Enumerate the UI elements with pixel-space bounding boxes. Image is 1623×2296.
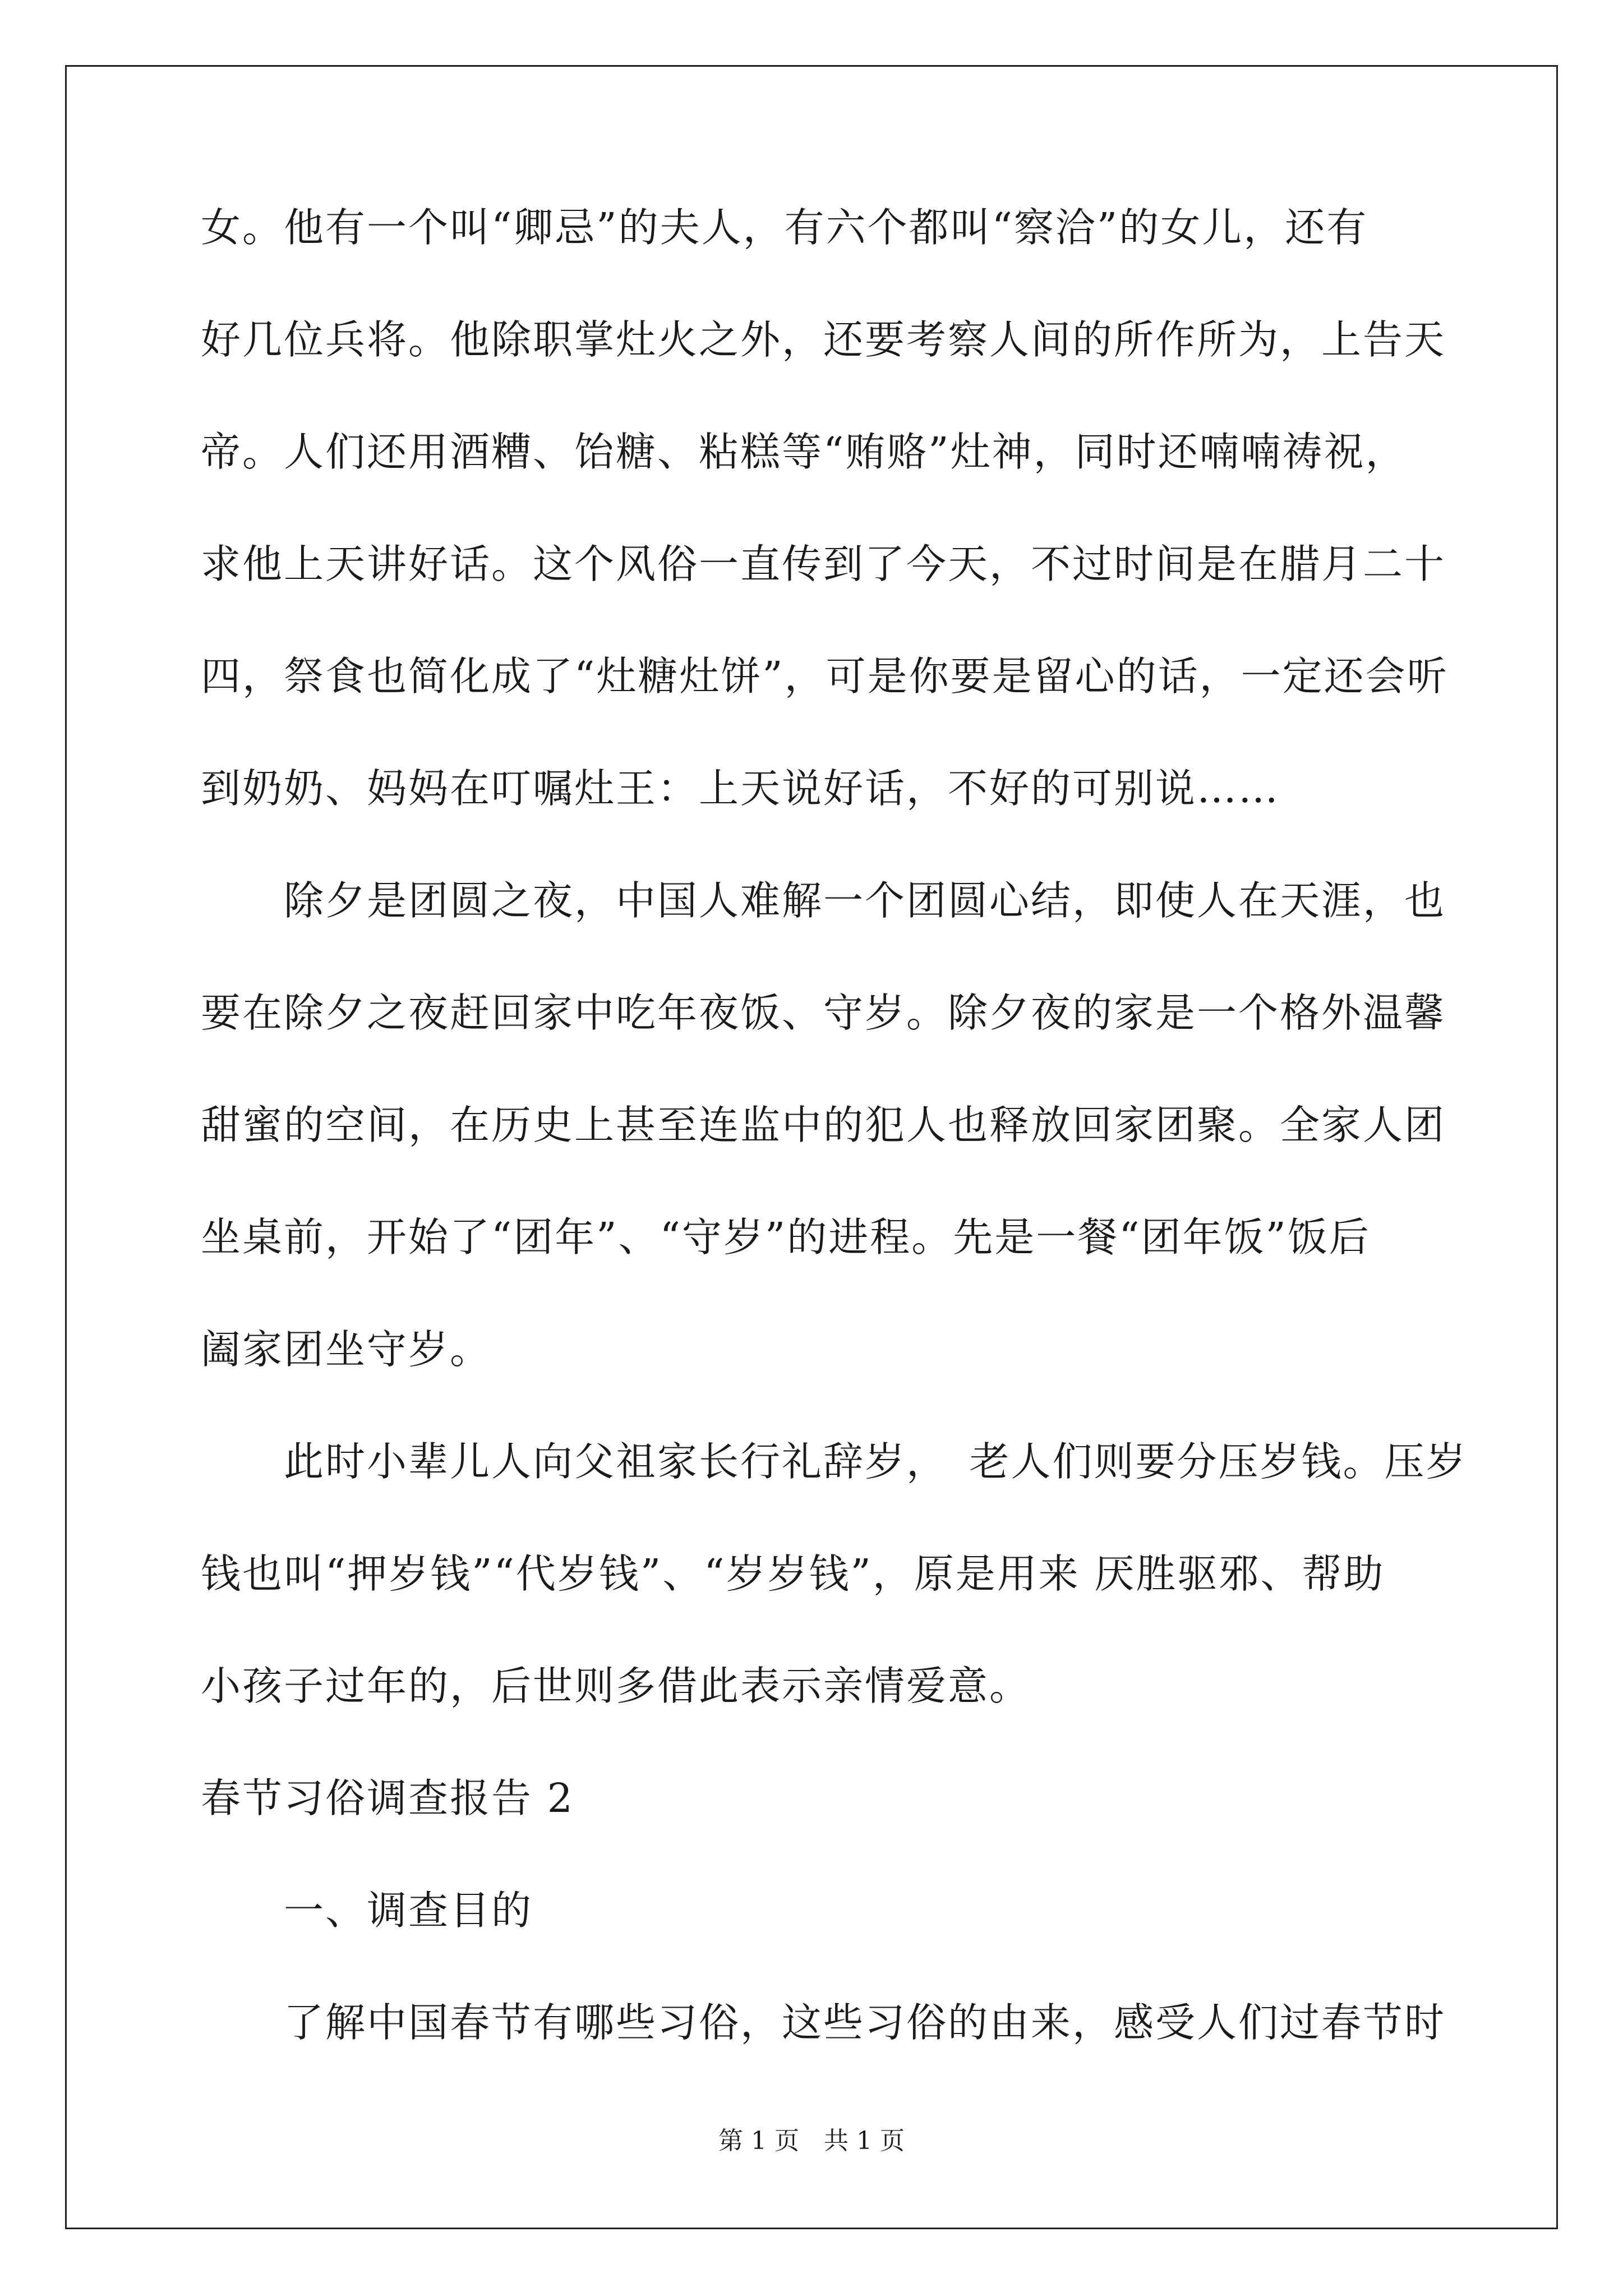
text-line: 好几位兵将。他除职掌灶火之外，还要考察人间的所作所为，上告天	[201, 316, 1446, 363]
text-line: 此时小辈儿人向父祖家长行礼辞岁， 老人们则要分压岁钱。压岁	[201, 1438, 1468, 1485]
text-line: 要在除夕之夜赶回家中吃年夜饭、守岁。除夕夜的家是一个格外温馨	[201, 990, 1446, 1036]
text-line: 了解中国春节有哪些习俗，这些习俗的由来，感受人们过春节时	[201, 1999, 1446, 2046]
text-line: 钱也叫“押岁钱”“代岁钱”、“岁岁钱”，原是用来 厌胜驱邪、帮助	[201, 1550, 1385, 1597]
text-line: 帝。人们还用酒糟、饴糖、粘糕等“贿赂”灶神，同时还喃喃祷祝，	[201, 429, 1407, 475]
subsection-heading: 一、调查目的	[201, 1887, 533, 1934]
text-line: 阖家团坐守岁。	[201, 1326, 492, 1373]
section-heading: 春节习俗调查报告 2	[201, 1775, 574, 1821]
text-line: 到奶奶、妈妈在叮嘱灶王：上天说好话，不好的可别说……	[201, 765, 1280, 812]
text-line: 四，祭食也简化成了“灶糖灶饼”，可是你要是留心的话，一定还会听	[201, 653, 1449, 700]
text-line: 女。他有一个叫“卿忌”的夫人，有六个都叫“察洽”的女儿，还有	[201, 204, 1368, 251]
page-number-footer: 第 1 页 共 1 页	[718, 2127, 905, 2155]
text-line: 小孩子过年的，后世则多借此表示亲情爱意。	[201, 1663, 1031, 1709]
text-line: 甜蜜的空间，在历史上甚至连监中的犯人也释放回家团聚。全家人团	[201, 1102, 1446, 1148]
text-line: 除夕是团圆之夜，中国人难解一个团圆心结，即使人在天涯，也	[201, 877, 1446, 924]
text-line: 求他上天讲好话。这个风俗一直传到了今天，不过时间是在腊月二十	[201, 541, 1446, 587]
text-line: 坐桌前，开始了“团年”、“守岁”的进程。先是一餐“团年饭”饭后	[201, 1214, 1371, 1260]
